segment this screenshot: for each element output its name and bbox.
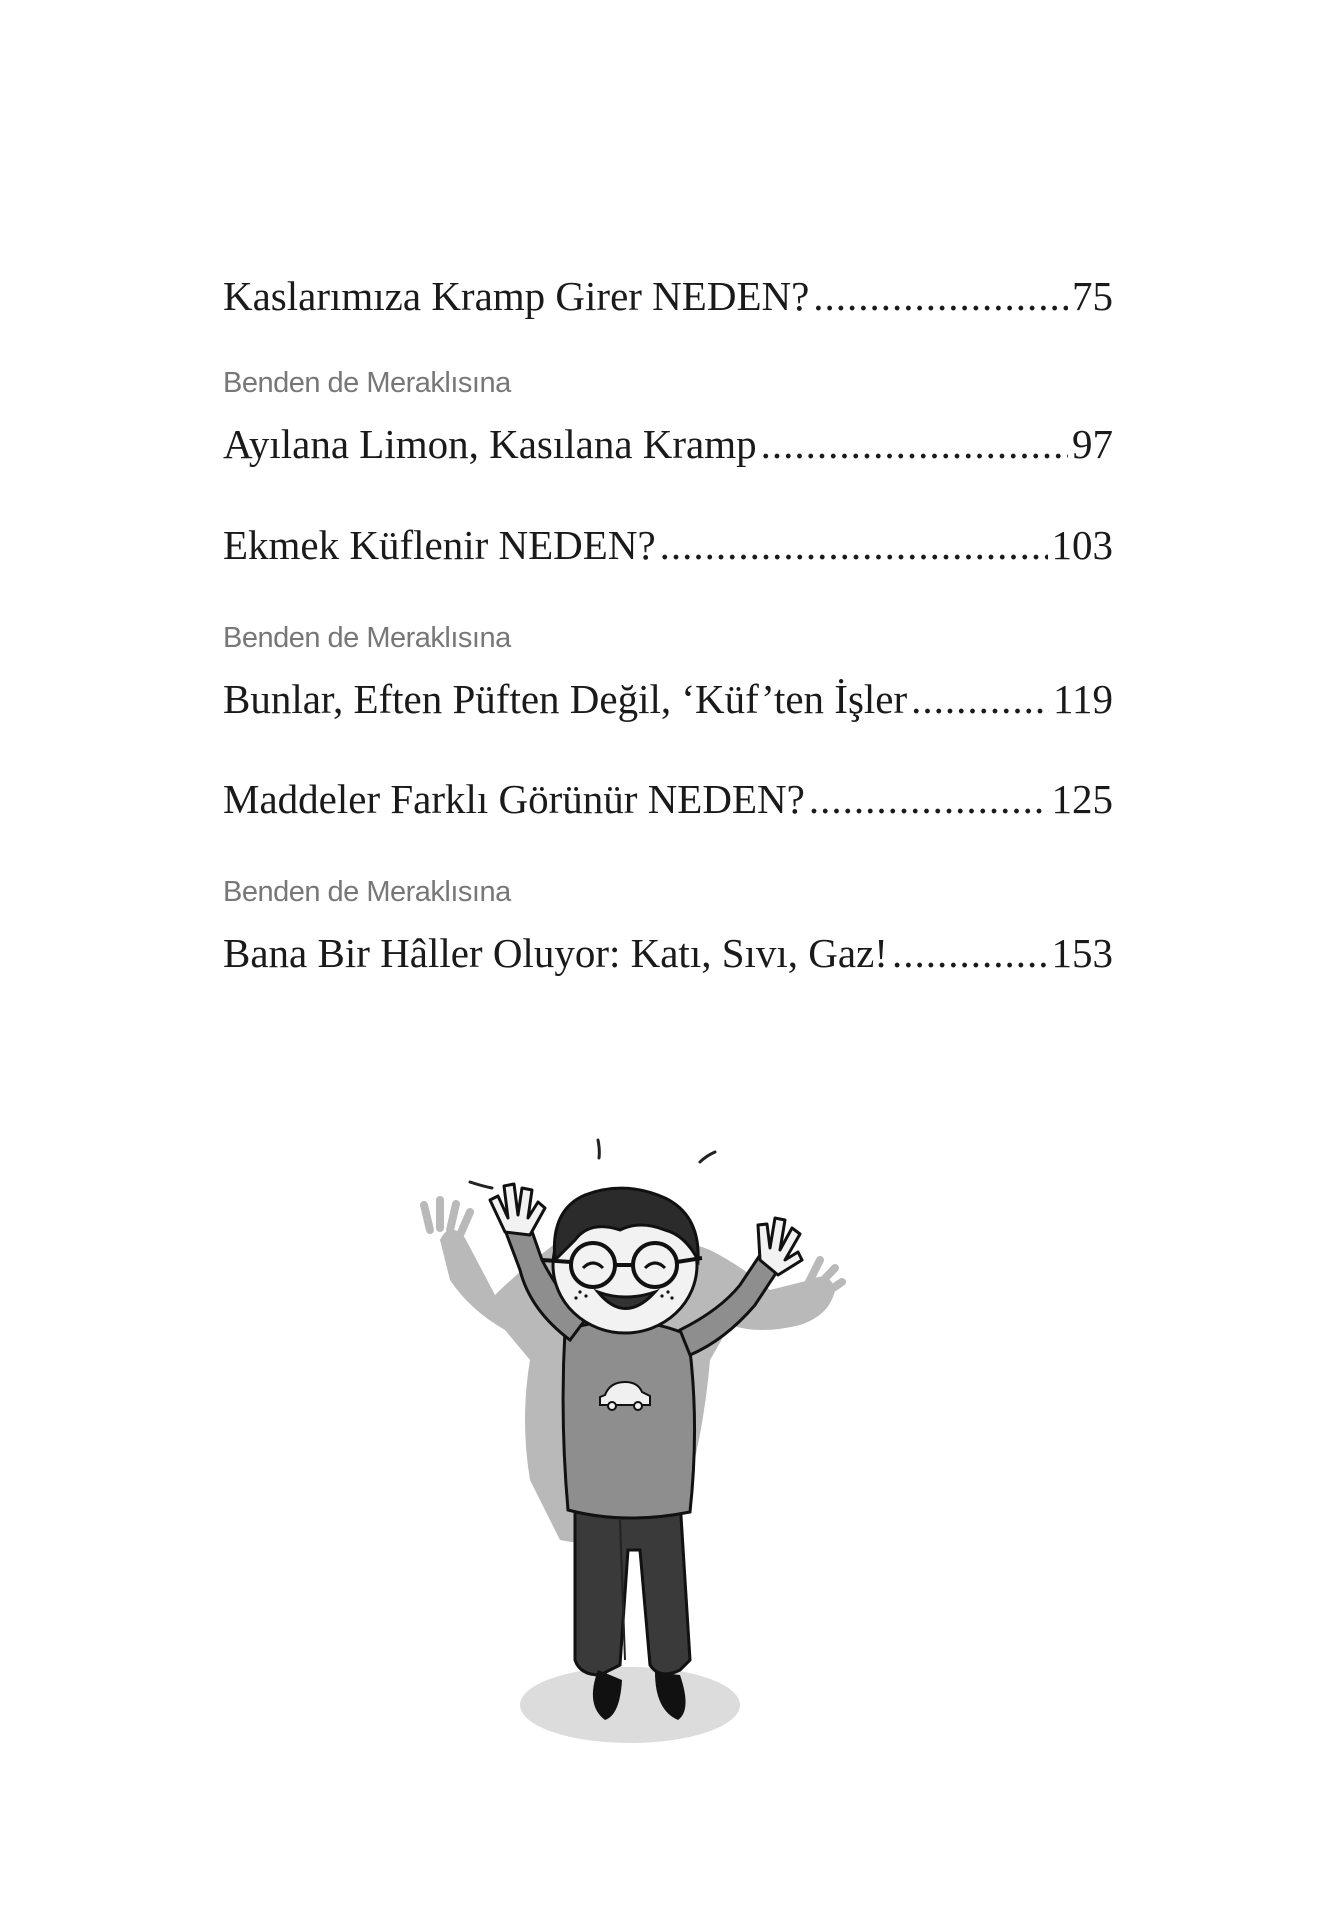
ground-shadow [520,1667,740,1743]
toc-entry-title: Bana Bir Hâller Oluyor: Katı, Sıvı, Gaz! [223,930,888,976]
toc-entry-title: Maddeler Farklı Görünür NEDEN? [223,776,805,822]
toc-entry[interactable] [223,673,1113,725]
dot-leader [809,773,1048,825]
toc-entry-title: Ekmek Küflenir NEDEN? [223,522,656,568]
dot-leader [813,270,1068,322]
pants [575,1500,690,1675]
dot-leader [761,418,1068,470]
toc-entry-page: 75 [1072,273,1113,319]
toc-entry[interactable] [223,773,1113,825]
toc-subheading: Benden de Meraklısına [223,876,511,908]
toc-entry[interactable] [223,519,1113,571]
toc-subheading: Benden de Meraklısına [223,367,511,399]
jumping-boy-illustration [410,1120,930,1770]
dot-leader [892,927,1048,979]
toc-entry-page: 97 [1072,421,1113,467]
toc-entry-title: Ayılana Limon, Kasılana Kramp [223,421,757,467]
toc-entry-title: Kaslarımıza Kramp Girer NEDEN? [223,273,810,319]
sweater [563,1321,694,1518]
toc-entry-page: 153 [1051,930,1113,976]
motion-marks [470,1140,715,1188]
dot-leader [660,519,1048,571]
toc-entry[interactable] [223,270,1113,322]
toc-entry[interactable] [223,418,1113,470]
dot-leader [911,673,1049,725]
toc-entry-title: Bunlar, Eften Püften Değil, ‘Küf’ten İşler [223,676,908,722]
toc-subheading: Benden de Meraklısına [223,622,511,654]
toc-entry-page: 125 [1051,776,1113,822]
toc-entry-page: 119 [1053,676,1113,722]
toc-entry[interactable] [223,927,1113,979]
toc-entry-page: 103 [1051,522,1113,568]
